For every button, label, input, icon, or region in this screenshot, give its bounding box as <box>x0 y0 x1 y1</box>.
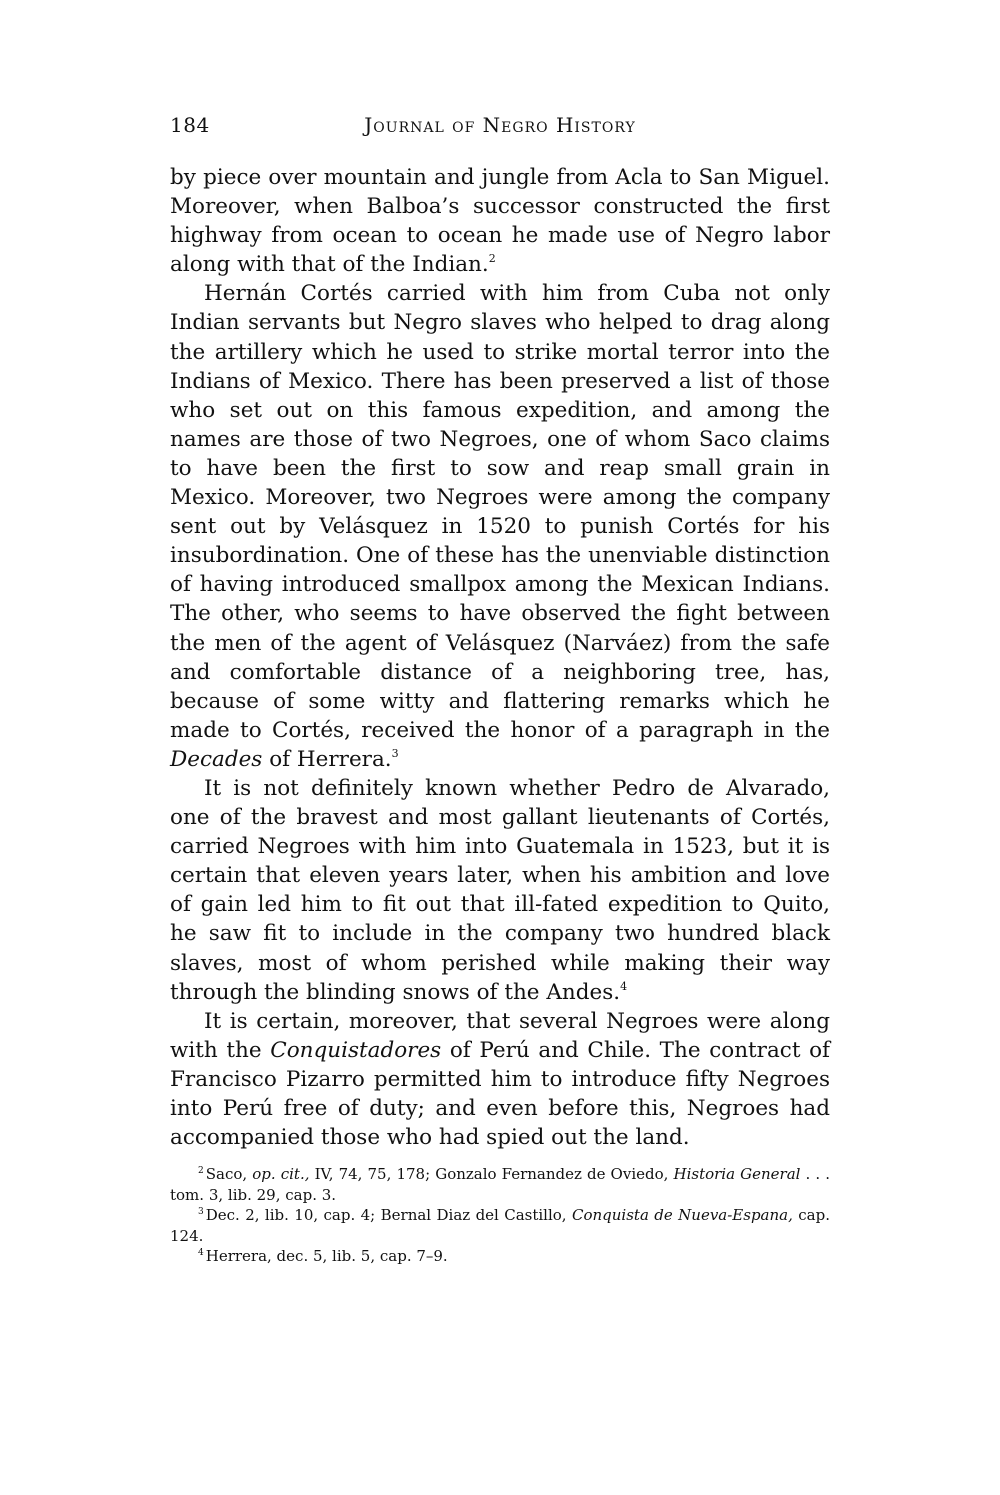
footnote-number: 4 <box>198 1248 204 1259</box>
page-number: 184 <box>170 113 210 137</box>
paragraph-text: It is certain, moreover, that several Negroes were along with the <box>170 1008 830 1063</box>
footnote-number: 2 <box>198 1166 204 1177</box>
body-text <box>170 163 830 1152</box>
footnote-italic: Conquista de Nueva-Espana, <box>571 1206 793 1225</box>
footnote-ref: 4 <box>620 979 628 993</box>
paragraph-text: of Herrera. <box>269 746 392 772</box>
paragraph-2 <box>170 279 830 774</box>
footnote-ref: 3 <box>391 746 399 760</box>
running-head <box>170 113 830 149</box>
paragraph-4 <box>170 1007 830 1152</box>
footnote-number: 3 <box>198 1207 204 1218</box>
footnote-text: Dec. 2, lib. 10, cap. 4; Bernal Diaz del Castillo, <box>205 1206 567 1225</box>
paragraph-text: It is not definitely known whether Pedro de Alvarado, one of the bravest and most gallant lieutenants of Cortés, carried Negroes with him into Guatemala in 1523, but it is certain that eleven years later, when his ambition and love of gain led him to fit out that ill-fated expedition to Quito, he saw fit to include in the company two hundred black slaves, most of whom perished while making their way through the blinding snows of the Andes. <box>170 775 830 1005</box>
footnote-text: IV, 74, 75, 178; Gonzalo Fernandez de Oviedo, <box>314 1165 669 1184</box>
footnote-italic: Historia General <box>673 1165 801 1184</box>
footnote-3 <box>170 1205 830 1246</box>
paragraph-text: by piece over mountain and jungle from Acla to San Miguel. Moreover, when Balboa’s successor constructed the first highway from ocean to ocean he made use of Negro labor along with that of the Indian. <box>170 165 830 278</box>
footnote-text: Herrera, dec. 5, lib. 5, cap. 7–9. <box>205 1247 448 1266</box>
footnote-text: . . . tom. 3, lib. 29, cap. 3. <box>170 1165 830 1204</box>
footnote-4 <box>170 1246 830 1267</box>
footnotes <box>170 1164 830 1267</box>
paragraph-3 <box>170 774 830 1007</box>
italic-title: Decades <box>170 746 263 772</box>
italic-term: Conquistadores <box>270 1037 442 1063</box>
paragraph-text: of Perú and Chile. The contract of Francisco Pizarro permitted him to introduce fifty Negroes into Perú free of duty; and even before this, Negroes had accompanied those who had spied out the land. <box>170 1037 830 1151</box>
paragraph-text: Hernán Cortés carried with him from Cuba not only Indian servants but Negro slaves who helped to drag along the artillery which he used to strike mortal terror into the Indians of Mexico. There has been preserved a list of those who set out on this famous expedition, and among the names are those of two Negroes, one of whom Saco claims to have been the first to sow and reap small grain in Mexico. Moreover, two Negroes were among the company sent out by Velásquez in 1520 to punish Cortés for his insubordination. One of these has the unenviable distinction of having introduced smallpox among the Mexican Indians. The other, who seems to have observed the fight between the men of the agent of Velásquez (Narváez) from the safe and comfortable distance of a neighboring tree, has, because of some witty and flattering remarks which he made to Cortés, received the honor of a paragraph in the <box>170 281 830 743</box>
footnote-text: cap. 124. <box>170 1206 830 1245</box>
footnote-italic: op. cit., <box>252 1165 310 1184</box>
document-page <box>170 113 830 1267</box>
footnote-ref: 2 <box>488 252 496 266</box>
journal-title: Journal of Negro History <box>364 113 636 137</box>
footnote-text: Saco, <box>205 1165 248 1184</box>
paragraph-1 <box>170 163 830 279</box>
footnote-2 <box>170 1164 830 1205</box>
